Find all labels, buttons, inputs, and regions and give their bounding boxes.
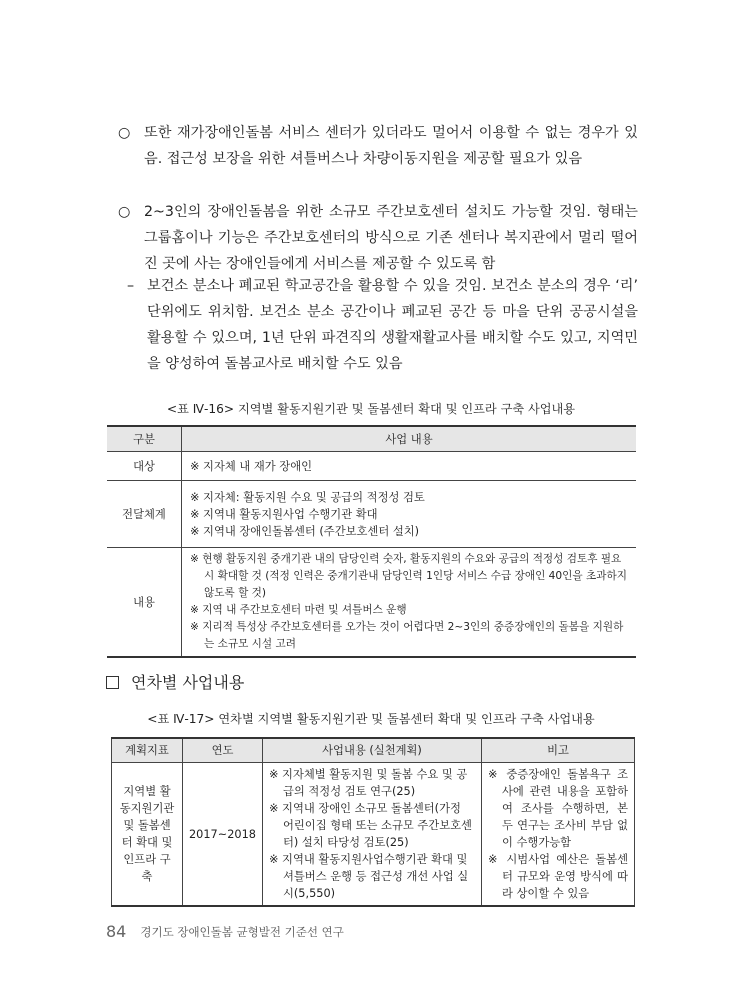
project-content-table xyxy=(107,425,636,658)
section-heading xyxy=(106,670,244,693)
table-header-row xyxy=(107,426,636,452)
year-cell: 2017~2018 xyxy=(183,763,263,907)
indicator-cell: 지역별 활동지원기관 및 돌봄센터 확대 및 인프라 구축 xyxy=(112,763,183,907)
list-item: ※ 시범사업 예산은 돌봄센터 규모와 운영 방식에 따라 상이할 수 있음 xyxy=(488,853,628,900)
table-header-cell: 사업 내용 xyxy=(182,426,637,452)
square-bullet-icon xyxy=(106,676,119,689)
table-row xyxy=(107,548,636,658)
table-row xyxy=(107,481,636,548)
row-label: 대상 xyxy=(107,452,182,481)
page-footer xyxy=(106,922,344,941)
paragraph-text: 보건소 분소나 폐교된 학교공간을 활용할 수 있을 것임. 보건소 분소의 경우 ‘리’ 단위에도 위치함. 보건소 분소 공간이나 폐교된 공간 등 마을 단위 공공시설을 활용할 수 있으며, 1년 단위 파견직의 생활재활교사를 배치할 수도 있고, 지역민을 양성하여 돌봄교사로 배치할 수도 있음 xyxy=(147,278,638,372)
table-header-cell: 사업내용 (실천계획) xyxy=(262,738,481,763)
list-item: ※ 지자체: 활동지원 수요 및 공급의 적정성 검토 xyxy=(190,490,425,504)
list-item: ※ 지자체별 활동지원 및 돌봄 수요 및 공급의 적정성 검토 연구(25) xyxy=(268,768,468,798)
row-label: 전달체계 xyxy=(107,481,182,548)
notes-cell xyxy=(482,763,635,907)
paragraph-bullet xyxy=(118,199,638,277)
row-label: 내용 xyxy=(107,548,182,658)
list-item: ※ 지역내 장애인돌봄센터 (주간보호센터 설치) xyxy=(190,524,420,538)
list-item: ※ 지역내 장애인 소규모 돌봄센터(가정 어린이집 형태 또는 소규모 주간보호센터) 설치 타당성 검토(25) xyxy=(268,802,472,849)
paragraph-text: 2~3인의 장애인돌봄을 위한 소규모 주간보호센터 설치도 가능할 것임. 형태는 그룹홈이나 기능은 주간보호센터의 방식으로 기존 센터나 복지관에서 멀리 떨어진 곳에 사는 장애인들에게 서비스를 제공할 수 있도록 함 xyxy=(144,204,638,272)
table-header-cell: 비고 xyxy=(482,738,635,763)
table-header-row xyxy=(112,738,635,763)
footer-title: 경기도 장애인돌봄 균형발전 기준선 연구 xyxy=(140,925,344,939)
row-content xyxy=(182,548,637,658)
list-item: ※ 중증장애인 돌봄욕구 조사에 관련 내용을 포함하여 조사를 수행하면, 본 두 연구는 조사비 부담 없이 수행가능함 xyxy=(488,768,628,849)
section-heading-text: 연차별 사업내용 xyxy=(131,673,245,692)
list-item: ※ 지자체 내 재가 장애인 xyxy=(190,459,313,473)
table-caption: <표 Ⅳ-17> 연차별 지역별 활동지원기관 및 돌봄센터 확대 및 인프라 구축 사업내용 xyxy=(147,712,595,726)
list-item: ※ 지역내 활동지원사업 수행기관 확대 xyxy=(190,507,378,521)
table-header-cell: 계획지표 xyxy=(112,738,183,763)
paragraph-sub-bullet xyxy=(127,273,638,377)
table-header-cell: 연도 xyxy=(183,738,263,763)
yearly-plan-table xyxy=(111,737,635,907)
list-item: ※ 현행 활동지원 중개기관 내의 담당인력 숫자, 활동지원의 수요와 공급의 적정성 검토후 필요시 확대할 것 (적정 인력은 중개기관내 담당인력 1인당 서비스 수급 장애인 40인을 초과하지 않도록 할 것) xyxy=(190,553,627,599)
plan-cell xyxy=(262,763,481,907)
row-content xyxy=(182,481,637,548)
list-item: ※ 지역내 활동지원사업수행기관 확대 및 셔틀버스 운행 등 접근성 개선 사업 실시(5,550) xyxy=(268,853,469,900)
paragraph-bullet xyxy=(118,120,638,172)
table-row xyxy=(112,763,635,907)
list-item: ※ 지역 내 주간보호센터 마련 및 셔틀버스 운행 xyxy=(190,604,407,616)
list-item: ※ 지리적 특성상 주간보호센터를 오가는 것이 어렵다면 2~3인의 중증장애인의 돌봄을 지원하는 소규모 시설 고려 xyxy=(190,621,624,650)
row-content xyxy=(182,452,637,481)
paragraph-text: 또한 재가장애인돌봄 서비스 센터가 있더라도 멀어서 이용할 수 없는 경우가 있음. 접근성 보장을 위한 셔틀버스나 차량이동지원을 제공할 필요가 있음 xyxy=(144,125,638,167)
circle-bullet-icon: ○ xyxy=(118,125,131,141)
table-header-cell: 구분 xyxy=(107,426,182,452)
page-number: 84 xyxy=(106,922,127,941)
dash-bullet-icon: – xyxy=(127,278,135,294)
table-caption: <표 Ⅳ-16> 지역별 활동지원기관 및 돌봄센터 확대 및 인프라 구축 사업내용 xyxy=(166,402,576,416)
circle-bullet-icon: ○ xyxy=(118,204,131,220)
table-row xyxy=(107,452,636,481)
